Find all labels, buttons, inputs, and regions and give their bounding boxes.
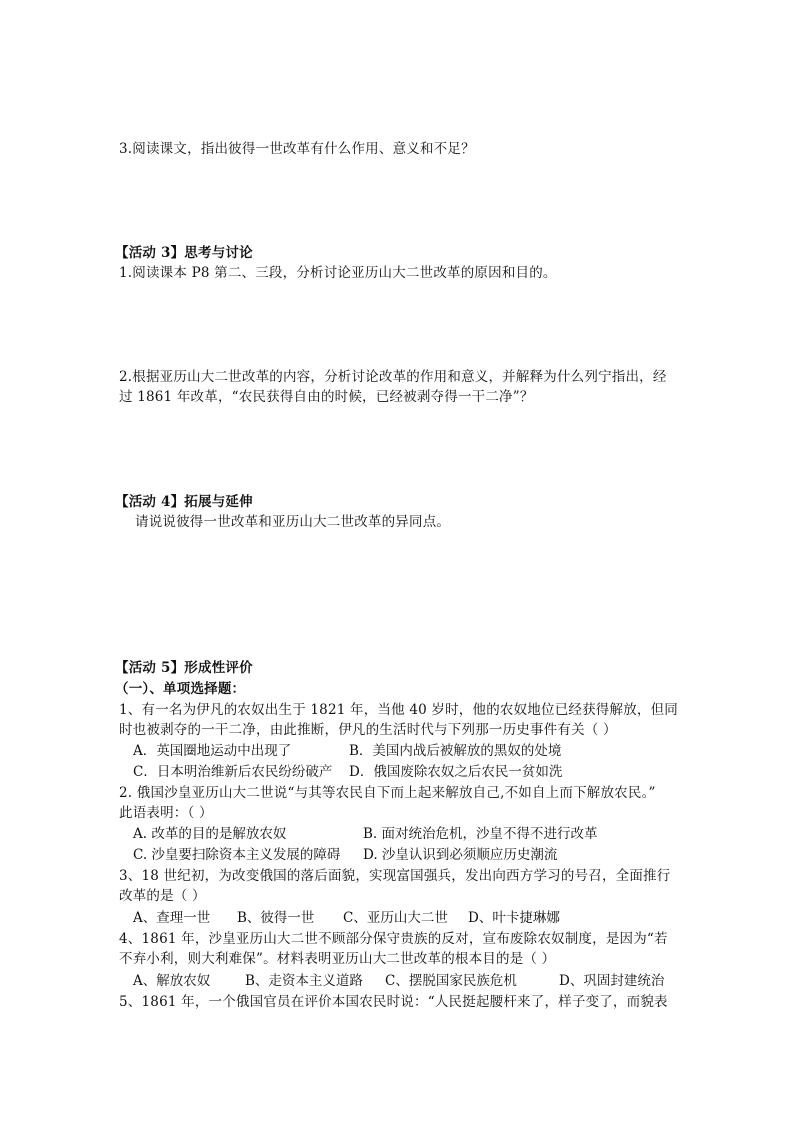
activity3-question2-line1: 2.根据亚历山大二世改革的内容，分析讨论改革的作用和意义，并解释为什么列宁指出，经 <box>119 369 667 385</box>
mcq3-option-d: D、叶卡捷琳娜 <box>468 910 560 926</box>
mcq4-option-b: B、走资本主义道路 <box>245 973 363 989</box>
mcq3-stem-line2: 改革的是（ ） <box>119 888 206 904</box>
mcq2-option-c: C. 沙皇要扫除资本主义发展的障碍 <box>133 847 341 863</box>
mcq1-option-b: B．美国内战后被解放的黑奴的处境 <box>349 743 562 759</box>
mcq1-stem-line2: 时也被剥夺的一干二净，由此推断，伊凡的生活时代与下列那一历史事件有关（ ） <box>119 722 617 738</box>
mcq3-stem-line1: 3、18 世纪初，为改变俄国的落后面貌，实现富国强兵，发出向西方学习的号召，全面推行 <box>119 868 671 884</box>
activity3-title: 【活动 3】思考与讨论 <box>115 245 253 261</box>
mcq4-stem-line1: 4、1861 年，沙皇亚历山大二世不顾部分保守贵族的反对，宣布废除农奴制度，是因为“若 <box>119 931 668 947</box>
mcq1-option-d: D．俄国废除农奴之后农民一贫如洗 <box>349 764 563 780</box>
activity5-title: 【活动 5】形成性评价 <box>115 660 253 676</box>
mcq4-stem-line2: 不弃小利，则大利难保”。材料表明亚历山大二世改革的根本目的是（ ） <box>119 951 556 967</box>
mcq2-stem-line2: 此语表明：（ ） <box>119 805 213 821</box>
mcq4-option-c: C、摆脱国家民族危机 <box>385 973 517 989</box>
mcq4-option-a: A、解放农奴 <box>133 973 211 989</box>
mcq2-stem-line1: 2. 俄国沙皇亚历山大二世说“与其等农民自下而上起来解放自己,不如自上而下解放农民。” <box>119 785 656 801</box>
activity5-subtitle: （一）、单项选择题： <box>115 681 246 697</box>
mcq2-option-b: B. 面对统治危机，沙皇不得不进行改革 <box>363 826 598 842</box>
activity3-question1: 1.阅读课本 P8 第二、三段，分析讨论亚历山大二世改革的原因和目的。 <box>119 265 557 281</box>
mcq2-option-d: D. 沙皇认识到必须顺应历史潮流 <box>363 847 558 863</box>
mcq1-option-c: C．日本明治维新后农民纷纷破产 <box>133 764 333 780</box>
activity3-question2-line2: 过 1861 年改革，“农民获得自由的时候，已经被剥夺得一干二净”？ <box>119 389 534 405</box>
mcq1-option-a: A．英国圈地运动中出现了 <box>133 743 292 759</box>
mcq1-stem-line1: 1、有一名为伊凡的农奴出生于 1821 年，当他 40 岁时，他的农奴地位已经获得解放，但同 <box>119 702 678 718</box>
activity4-prompt: 请说说彼得一世改革和亚历山大二世改革的异同点。 <box>135 514 451 530</box>
mcq3-option-c: C、亚历山大二世 <box>343 910 448 926</box>
mcq4-option-d: D、巩固封建统治 <box>559 973 665 989</box>
mcq5-stem-line1: 5、1861 年，一个俄国官员在评价本国农民时说：“人民挺起腰杆来了，样子变了，而貌表 <box>119 994 668 1010</box>
mcq2-option-a: A. 改革的目的是解放农奴 <box>133 826 287 842</box>
mcq3-option-a: A、查理一世 <box>133 910 211 926</box>
activity4-title: 【活动 4】拓展与延伸 <box>115 494 253 510</box>
question-peter-reform: 3.阅读课文，指出彼得一世改革有什么作用、意义和不足？ <box>119 141 475 157</box>
mcq3-option-b: B、彼得一世 <box>237 910 315 926</box>
